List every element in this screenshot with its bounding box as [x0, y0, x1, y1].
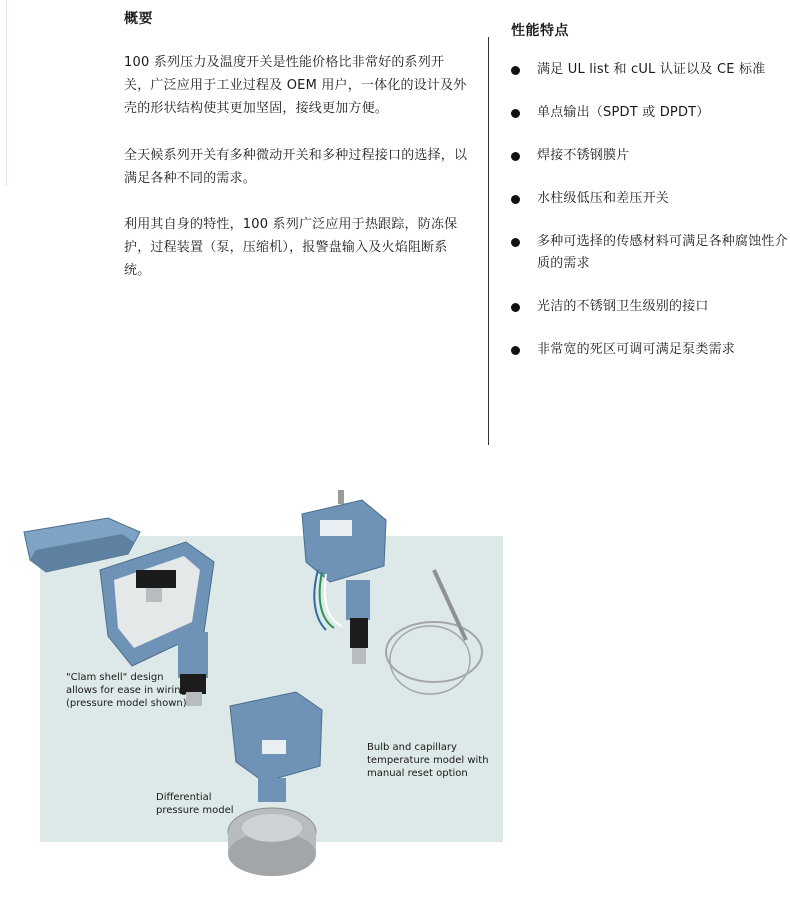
- feature-text: 光洁的不锈钢卫生级别的接口: [537, 299, 709, 314]
- bullet-icon: [511, 195, 520, 204]
- bullet-icon: [511, 109, 520, 118]
- features-title: 性能特点: [511, 23, 569, 39]
- feature-item: [511, 102, 790, 124]
- feature-text: 单点输出（SPDT 或 DPDT）: [537, 105, 710, 120]
- bulb-capillary-switch-image: [302, 490, 482, 694]
- overview-paragraph-1: 100 系列压力及温度开关是性能价格比非常好的系列开关，广泛应用于工业过程及 OEM 用户，一体化的设计及外壳的形状结构使其更加坚固，接线更加方便。: [124, 55, 467, 116]
- feature-text: 满足 UL list 和 cUL 认证以及 CE 标准: [537, 62, 766, 77]
- differential-caption: Differential pressure model: [156, 792, 234, 816]
- feature-item: [511, 339, 790, 361]
- feature-item: [511, 188, 790, 210]
- bullet-icon: [511, 238, 520, 247]
- feature-text: 非常宽的死区可调可满足泵类需求: [537, 342, 736, 357]
- bullet-icon: [511, 152, 520, 161]
- feature-text: 多种可选择的传感材料可满足各种腐蚀性介质的需求: [537, 234, 788, 271]
- feature-item: [511, 231, 790, 275]
- differential-switch-image: [228, 692, 322, 876]
- feature-item: [511, 145, 790, 167]
- features-list: [511, 59, 790, 361]
- bullet-icon: [511, 303, 520, 312]
- clam-shell-caption: "Clam shell" design allows for ease in wiring (pressure model shown): [66, 672, 187, 709]
- bullet-icon: [511, 346, 520, 355]
- features-section: [511, 20, 790, 382]
- bullet-icon: [511, 66, 520, 75]
- feature-text: 水柱级低压和差压开关: [537, 191, 670, 206]
- feature-text: 焊接不锈钢膜片: [537, 148, 630, 163]
- feature-item: [511, 59, 790, 81]
- column-divider: [488, 37, 489, 445]
- page-edge-marker: [0, 0, 7, 186]
- feature-item: [511, 296, 790, 318]
- overview-section: [124, 8, 469, 282]
- bulb-caption: Bulb and capillary temperature model with manual reset option: [367, 742, 489, 779]
- overview-paragraph-2: 全天候系列开关有多种微动开关和多种过程接口的选择，以满足各种不同的需求。: [124, 148, 468, 186]
- overview-title: 概要: [124, 11, 153, 27]
- overview-paragraph-3: 利用其自身的特性，100 系列广泛应用于热跟踪，防冻保护，过程装置（泵，压缩机），报警盘输入及火焰阻断系统。: [124, 217, 458, 278]
